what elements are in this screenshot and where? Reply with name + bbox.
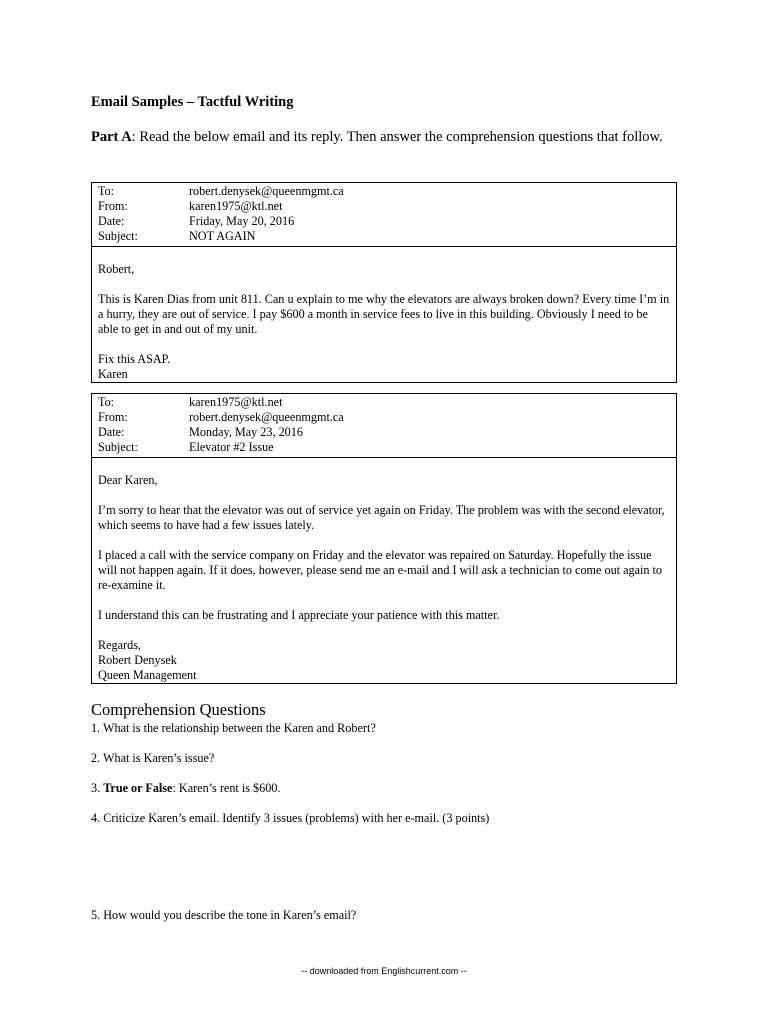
date-value: Monday, May 23, 2016 (189, 425, 303, 439)
from-value: robert.denysek@queenmgmt.ca (189, 410, 344, 424)
email-paragraph: I’m sorry to hear that the elevator was out of service yet again on Friday. The problem was with the second elevator, which seems to have had a few issues lately. (98, 503, 665, 532)
email-closing: Regards, (98, 638, 141, 652)
to-value: robert.denysek@queenmgmt.ca (189, 184, 344, 198)
question-3-number: 3. (91, 781, 104, 795)
to-row (98, 184, 670, 199)
question-1: 1. What is the relationship between the Karen and Robert? (91, 721, 376, 735)
from-value: karen1975@ktl.net (189, 199, 283, 213)
subject-label: Subject: (98, 229, 138, 243)
part-label: Part A (91, 129, 132, 145)
part-a-instructions (91, 129, 671, 146)
question-5: 5. How would you describe the tone in Karen’s email? (91, 908, 357, 922)
question-3 (91, 781, 280, 796)
date-row (98, 425, 670, 440)
to-label: To: (98, 184, 115, 198)
footer-source: -- downloaded from Englishcurrent.com -- (301, 966, 467, 976)
question-4: 4. Criticize Karen’s email. Identify 3 issues (problems) with her e-mail. (3 points) (91, 811, 490, 825)
subject-row (98, 229, 670, 244)
email-body (92, 458, 676, 683)
question-3-bold: True or False (103, 781, 173, 795)
date-row (98, 214, 670, 229)
email-closing: Fix this ASAP. (98, 352, 171, 366)
question-2: 2. What is Karen’s issue? (91, 751, 215, 765)
email-header (92, 183, 676, 247)
email-signature: Karen (98, 367, 128, 381)
subject-row (98, 440, 670, 455)
email-greeting: Robert, (98, 262, 135, 276)
date-value: Friday, May 20, 2016 (189, 214, 295, 228)
to-label: To: (98, 395, 115, 409)
email-paragraph: I placed a call with the service company on Friday and the elevator was repaired on Saturday. Hopefully the issue will not happen again. If it does, however, please send me an e-mail and I will ask a technician to come out again to re-examine it. (98, 548, 663, 592)
from-label: From: (98, 199, 128, 213)
subject-value: Elevator #2 Issue (189, 440, 274, 454)
email-paragraph: I understand this can be frustrating and I appreciate your patience with this matter. (98, 608, 500, 622)
email-signature: Robert Denysek (98, 653, 177, 667)
date-label: Date: (98, 214, 125, 228)
email-greeting: Dear Karen, (98, 473, 158, 487)
subject-label: Subject: (98, 440, 138, 454)
email-header (92, 394, 676, 458)
email-robert-to-karen (91, 393, 677, 684)
from-row (98, 199, 670, 214)
email-company: Queen Management (98, 668, 197, 682)
comprehension-title: Comprehension Questions (91, 700, 266, 719)
from-row (98, 410, 670, 425)
question-3-text: : Karen’s rent is $600. (172, 781, 281, 795)
part-text: : Read the below email and its reply. Then answer the comprehension questions that follow. (131, 129, 663, 145)
document-title: Email Samples – Tactful Writing (91, 94, 294, 110)
email-paragraph: This is Karen Dias from unit 811. Can u explain to me why the elevators are always broken down? Every time I’m in a hurry, they are out of service. I pay $600 a month in service fees to live in this building. Obviously I need to be able to get in and out of my unit. (98, 292, 670, 336)
to-value: karen1975@ktl.net (189, 395, 283, 409)
from-label: From: (98, 410, 128, 424)
subject-value: NOT AGAIN (189, 229, 256, 243)
to-row (98, 395, 670, 410)
email-body (92, 247, 676, 382)
email-karen-to-robert (91, 182, 677, 383)
date-label: Date: (98, 425, 125, 439)
